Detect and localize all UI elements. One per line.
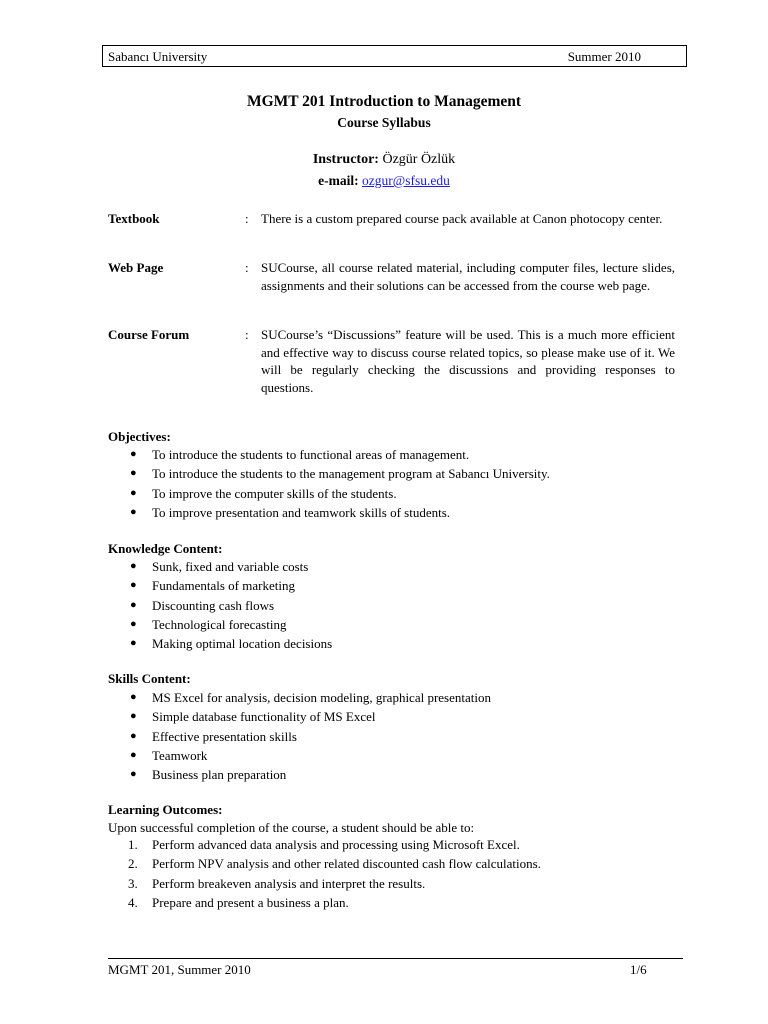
- instructor-label: Instructor:: [312, 152, 379, 167]
- bullet-icon: ●: [130, 579, 137, 592]
- list-item: 1. Perform advanced data analysis and processing using Microsoft Excel.: [128, 837, 520, 852]
- list-item: ● Teamwork: [108, 746, 491, 765]
- bullet-icon: ●: [130, 691, 137, 703]
- list-item: ● To introduce the students to the management program at Sabancı University.: [108, 464, 550, 483]
- field-label-web-page: Web Page: [108, 260, 164, 275]
- bullet-icon: ●: [130, 729, 137, 742]
- field-label-course-forum: Course Forum: [108, 327, 190, 342]
- outcomes-intro: Upon successful completion of the course, a student should be able to:: [108, 820, 475, 835]
- list-item: ● Fundamentals of marketing: [108, 576, 332, 595]
- bullet-icon: ●: [130, 598, 137, 611]
- knowledge-list: [108, 557, 332, 653]
- email-link[interactable]: ozgur@sfsu.edu: [362, 173, 450, 188]
- list-item: ● Business plan preparation: [108, 765, 491, 784]
- list-item: 2. Perform NPV analysis and other related discounted cash flow calculations.: [128, 856, 541, 872]
- field-text-course-forum: SUCourse’s “Discussions” feature will be used. This is a much more efficient and effective way to discuss course related topics, so please make use of it. We will be regularly checking the discussions and providing responses to questions.: [261, 327, 675, 395]
- skills-title: Skills Content:: [108, 671, 191, 686]
- outcomes-title: Learning Outcomes:: [108, 802, 223, 817]
- list-item: 4. Prepare and present a business a plan.: [128, 894, 349, 910]
- list-item: ● Effective presentation skills: [108, 727, 491, 746]
- footer-course: MGMT 201, Summer 2010: [108, 962, 251, 977]
- field-colon: :: [245, 211, 249, 226]
- field-text-textbook: There is a custom prepared course pack available at Canon photocopy center.: [261, 211, 663, 226]
- list-item: ● Making optimal location decisions: [108, 634, 332, 653]
- page-header: [102, 45, 687, 67]
- objectives-list: [108, 445, 550, 522]
- list-item: ● To introduce the students to functional areas of management.: [108, 445, 550, 464]
- field-text-web-page: SUCourse, all course related material, including computer files, lecture slides, assignments and their solutions can be accessed from the course web page.: [261, 260, 675, 293]
- instructor-line: [0, 152, 768, 168]
- header-term: Summer 2010: [567, 49, 641, 64]
- instructor-name: Özgür Özlük: [382, 152, 456, 167]
- bullet-icon: ●: [130, 560, 137, 572]
- list-item: 3. Perform breakeven analysis and interpret the results.: [128, 875, 426, 891]
- bullet-icon: ●: [130, 637, 137, 650]
- list-item: ● Simple database functionality of MS Excel: [108, 707, 491, 726]
- course-subtitle: Course Syllabus: [337, 115, 431, 130]
- bullet-icon: ●: [130, 748, 137, 761]
- email-label: e-mail:: [318, 173, 359, 188]
- list-item: ● To improve the computer skills of the students.: [108, 484, 550, 503]
- skills-list: [108, 688, 491, 784]
- page-number: 1/6: [630, 962, 647, 977]
- bullet-icon: ●: [130, 710, 137, 723]
- list-item: ● Sunk, fixed and variable costs: [108, 557, 332, 576]
- list-item: ● MS Excel for analysis, decision modeling, graphical presentation: [108, 688, 491, 707]
- list-item: ● Technological forecasting: [108, 615, 332, 634]
- header-university: Sabancı University: [108, 49, 208, 64]
- field-colon: :: [245, 327, 249, 342]
- field-colon: :: [245, 260, 249, 275]
- bullet-icon: ●: [130, 486, 137, 499]
- knowledge-title: Knowledge Content:: [108, 541, 223, 556]
- bullet-icon: ●: [130, 505, 137, 518]
- footer-divider: [108, 958, 683, 959]
- outcomes-list: [108, 835, 541, 912]
- objectives-title: Objectives:: [108, 429, 171, 444]
- bullet-icon: ●: [130, 448, 137, 460]
- field-label-textbook: Textbook: [108, 211, 160, 226]
- email-line: [0, 173, 768, 189]
- list-item: ● To improve presentation and teamwork skills of students.: [108, 503, 550, 522]
- bullet-icon: ●: [130, 467, 137, 480]
- list-item: ● Discounting cash flows: [108, 596, 332, 615]
- bullet-icon: ●: [130, 768, 137, 781]
- course-title: MGMT 201 Introduction to Management: [246, 93, 522, 110]
- bullet-icon: ●: [130, 617, 137, 630]
